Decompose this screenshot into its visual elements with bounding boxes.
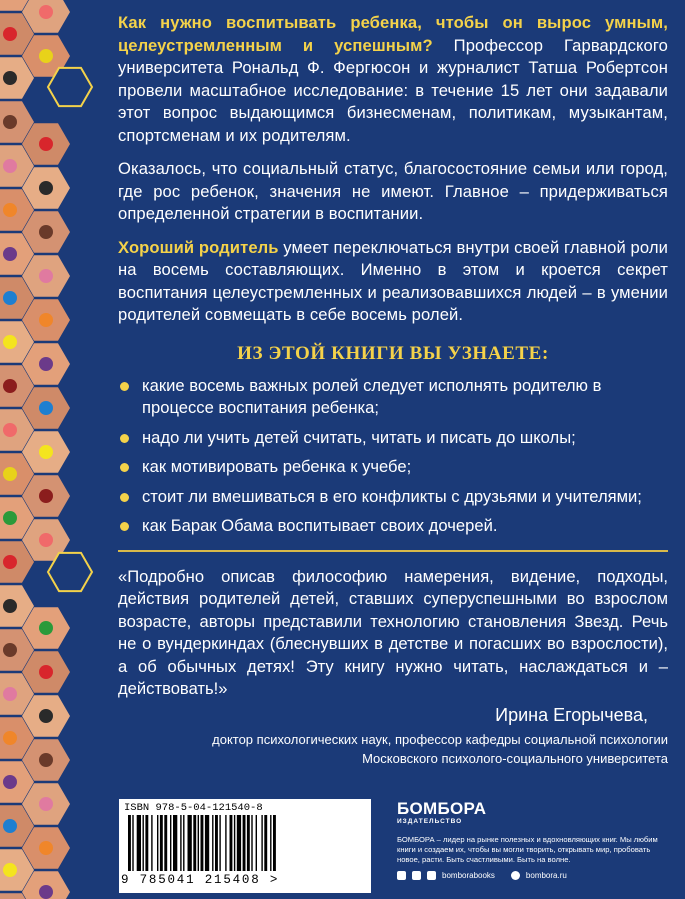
isbn-label: ISBN 978-5-04-121540-8: [124, 802, 263, 814]
pencil-lead-icon: [39, 533, 53, 547]
pencil-lead-icon: [3, 203, 17, 217]
pencil-lead-icon: [3, 423, 17, 437]
learn-item-text: как мотивировать ребенка к учебе;: [142, 457, 412, 476]
barcode-bar: [237, 815, 241, 871]
pencil-lead-icon: [39, 401, 53, 415]
intro-text: Профессор Гарвардского университета Рональд Ф. Фергюсон и журналист Татша Робертсон провели масштабное исследование: в течение 15 лет они задавали этот вопрос выдающимся бизнесменам, политикам, музыкантам, спортсменам и их родителям.: [118, 35, 668, 145]
barcode-bar: [261, 815, 262, 871]
pencil-lead-icon: [3, 555, 17, 569]
barcode-bar: [270, 815, 271, 871]
pencil-lead-icon: [3, 863, 17, 877]
barcode-bar: [212, 815, 213, 871]
pencil-lead-icon: [3, 775, 17, 789]
barcode-bar: [256, 815, 257, 871]
barcode-bar: [230, 815, 233, 871]
pencil-lead-icon: [39, 621, 53, 635]
barcode-bar: [234, 815, 235, 871]
pencil-lead-icon: [39, 357, 53, 371]
pencil-lead-icon: [3, 511, 17, 525]
learn-item: [118, 427, 668, 450]
barcode-bar: [243, 815, 246, 871]
barcode-bar: [145, 815, 148, 871]
pencil-lead-icon: [39, 489, 53, 503]
learn-item-text: стоит ли вмешиваться в его конфликты с друзьями и учителями;: [142, 486, 642, 506]
author-description-1: доктор психологических наук, профессор кафедры социальной психологии: [212, 731, 668, 747]
barcode-bar: [225, 815, 226, 871]
barcode-bar: [264, 815, 267, 871]
pencil-lead-icon: [39, 797, 53, 811]
social-handle: bomborabooks: [442, 871, 495, 880]
pencil-lead-icon: [39, 753, 53, 767]
learn-item: [118, 456, 668, 479]
pencil-lead-icon: [39, 445, 53, 459]
publisher-social: [397, 871, 669, 880]
website: bombora.ru: [525, 871, 567, 880]
pencil-lead-icon: [3, 247, 17, 261]
barcode-bar: [164, 815, 167, 871]
pencil-lead-icon: [39, 313, 53, 327]
pencil-lead-icon: [3, 643, 17, 657]
bullet-icon: [120, 493, 129, 502]
learn-item-text: какие восемь важных ролей следует исполнять родителю в процессе воспитания ребенка;: [142, 375, 602, 417]
learn-item-text: надо ли учить детей считать, читать и писать до школы;: [142, 427, 576, 447]
pencil-lead-icon: [39, 269, 53, 283]
barcode-bar: [215, 815, 218, 871]
barcode-bar: [188, 815, 192, 871]
publisher-description: БОМБОРА – лидер на рынке полезных и вдохновляющих книг. Мы любим книги и создаем их, чтобы вы могли творить, открывать мир, пробовать новое, расти. Быть счастливыми. Быть на волне.: [397, 835, 658, 864]
learn-item: [118, 486, 668, 509]
intro-question: Как нужно воспитывать ребенка, чтобы он вырос умным, целеустремленным и успешным?: [118, 13, 668, 55]
findings-paragraph: Оказалось, что социальный статус, благосостояние семьи или город, где рос ребенок, значения не имеют. Главное – придерживаться определенной стратегии в воспитании.: [118, 159, 668, 223]
quote-author: Ирина Егорычева,: [495, 704, 648, 725]
globe-icon: [511, 871, 520, 880]
barcode-bar: [247, 815, 250, 871]
bullet-icon: [120, 382, 129, 391]
pencil-lead-icon: [3, 687, 17, 701]
author-description-2: Московского психолого-социального университета: [362, 750, 668, 766]
quote-text: «Подробно описав философию намерения, видение, подходы, действия родителей детей, ставших суперуспешными во взрослом возрасте, авторы представили технологию становления Звезд. Речь не о вундеркиндах (блеснувших в детстве и погасших во взрослости), а об обычных детях! Эту книгу нужно читать, наслаждаться и – действовать!»: [118, 566, 668, 698]
learn-list: [118, 375, 668, 538]
barcode-bar: [132, 815, 133, 871]
intro-paragraph: [118, 12, 668, 147]
pencil-lead-icon: [39, 5, 53, 19]
publisher-block: [397, 800, 669, 880]
publisher-subtitle: ИЗДАТЕЛЬСТВО: [397, 818, 463, 825]
barcode-bar: [205, 815, 209, 871]
pencil-lead-icon: [39, 885, 53, 899]
instagram-icon: [427, 871, 436, 880]
main-text: [118, 12, 668, 768]
learn-item-text: как Барак Обама воспитывает своих дочерей.: [142, 516, 498, 535]
pencil-lead-icon: [39, 665, 53, 679]
barcode-bar: [173, 815, 177, 871]
pencil-lead-icon: [3, 115, 17, 129]
pencil-lead-icon: [39, 181, 53, 195]
pencil-lead-icon: [3, 731, 17, 745]
pencil-lead-icon: [39, 225, 53, 239]
barcode-icon: [124, 815, 366, 873]
good-parent-paragraph: [118, 237, 668, 327]
barcode-bar: [151, 815, 152, 871]
barcode-bar: [170, 815, 171, 871]
bullet-icon: [120, 463, 129, 472]
pencil-lead-icon: [39, 709, 53, 723]
barcode-bar: [193, 815, 196, 871]
barcode-bar: [219, 815, 220, 871]
pencils-decoration: [0, 0, 100, 899]
barcode-digits: 9 785041 215408 >: [121, 873, 280, 887]
barcode-bar: [128, 815, 131, 871]
hexagon-outline-icon: [48, 68, 92, 106]
barcode-bar: [160, 815, 163, 871]
pencil-lead-icon: [3, 599, 17, 613]
learn-item: [118, 515, 668, 538]
learn-heading: ИЗ ЭТОЙ КНИГИ ВЫ УЗНАЕТЕ:: [237, 342, 549, 364]
pencil-lead-icon: [39, 49, 53, 63]
bullet-icon: [120, 522, 129, 531]
publisher-logo: БОМБОРА: [397, 799, 487, 818]
barcode-bar: [198, 815, 199, 871]
pencil-lead-icon: [3, 159, 17, 173]
learn-item: [118, 375, 668, 420]
hexagon-outline-icon: [48, 553, 92, 591]
pencil-lead-icon: [3, 27, 17, 41]
barcode-bar: [180, 815, 181, 871]
good-parent-highlight: Хороший родитель: [118, 237, 279, 257]
barcode-bar: [137, 815, 141, 871]
vk-icon: [397, 871, 406, 880]
barcode-bar: [183, 815, 184, 871]
barcode-bar: [201, 815, 204, 871]
barcode-bar: [251, 815, 252, 871]
pencil-lead-icon: [3, 379, 17, 393]
pencil-lead-icon: [3, 335, 17, 349]
barcode-box: [119, 799, 371, 893]
facebook-icon: [412, 871, 421, 880]
pencil-lead-icon: [3, 71, 17, 85]
pencil-lead-icon: [3, 291, 17, 305]
pencil-lead-icon: [3, 819, 17, 833]
pencil-lead-icon: [3, 467, 17, 481]
barcode-bar: [143, 815, 144, 871]
pencil-lead-icon: [39, 137, 53, 151]
good-parent-text: умеет переключаться внутри своей главной роли на восемь составляющих. Именно в этом и кроется секрет воспитания целеустремленных и реализовавшихся людей – в умении родителей совмещать в себе восемь ролей.: [118, 237, 668, 324]
barcode-bar: [273, 815, 276, 871]
bullet-icon: [120, 434, 129, 443]
barcode-bar: [157, 815, 158, 871]
divider: [118, 550, 668, 552]
pencil-lead-icon: [39, 841, 53, 855]
